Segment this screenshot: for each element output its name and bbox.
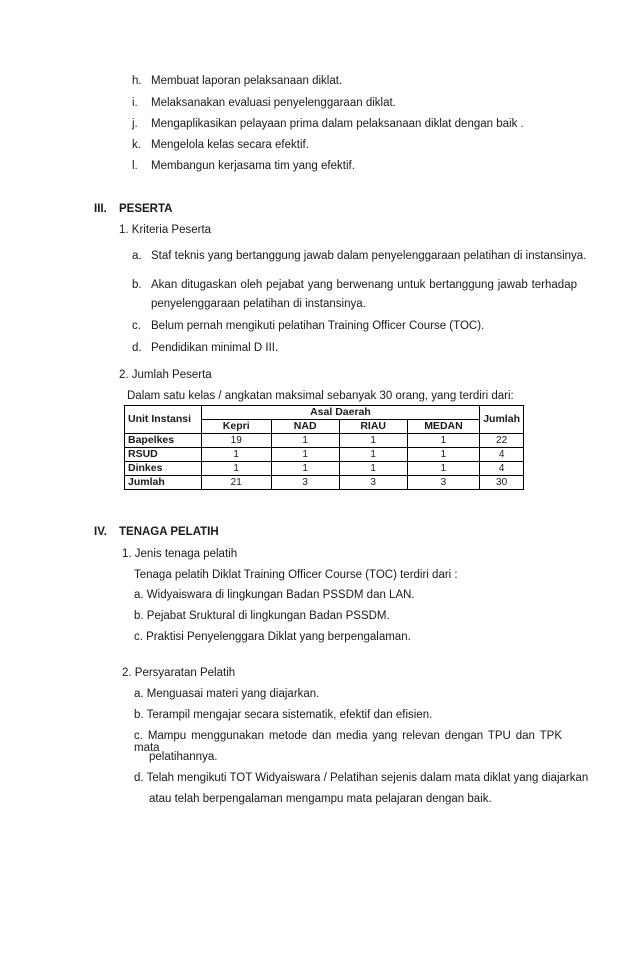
table-cell: 1 [201,462,271,476]
section-number: III. [94,203,107,215]
table-cell: 1 [201,448,271,462]
column-header-region: RIAU [339,420,407,434]
table-cell: 19 [201,434,271,448]
list-text: Membangun kerjasama tim yang efektif. [151,160,355,172]
row-total: 22 [480,434,524,448]
subsection-heading: 2. Jumlah Peserta [119,369,212,381]
list-text: Pendidikan minimal D III. [151,342,279,354]
list-marker: j. [132,118,138,130]
table-row [125,448,524,462]
subsection-heading: 1. Kriteria Peserta [119,224,212,236]
table-cell: 1 [339,448,407,462]
table-row [125,434,524,448]
subsection-heading: 2. Persyaratan Pelatih [122,667,236,679]
subsection-heading: 1. Jenis tenaga pelatih [122,548,238,560]
column-header-total: Jumlah [480,406,524,434]
list-text: Staf teknis yang bertanggung jawab dalam penyelenggaraan pelatihan di instansinya. [151,250,587,262]
list-marker: b. [132,279,142,291]
table-cell: 3 [339,476,407,490]
list-text: Melaksanakan evaluasi penyelenggaraan diklat. [151,97,396,109]
table-cell: 3 [271,476,339,490]
table-row [125,462,524,476]
column-header-region: MEDAN [407,420,480,434]
list-item: d. Telah mengikuti TOT Widyaiswara / Pelatihan sejenis dalam mata diklat yang diajarkan [134,772,589,784]
table-cell: 21 [201,476,271,490]
subsection-intro: Tenaga pelatih Diklat Training Officer Course (TOC) terdiri dari : [134,569,458,581]
row-total: 4 [480,448,524,462]
table-intro: Dalam satu kelas / angkatan maksimal sebanyak 30 orang, yang terdiri dari: [127,390,514,402]
section-number: IV. [94,526,108,538]
list-item: b. Pejabat Sruktural di lingkungan Badan PSSDM. [134,610,390,622]
list-text: Mengaplikasikan pelayaan prima dalam pelaksanaan diklat dengan baik . [151,118,524,130]
list-item-continuation: atau telah berpengalaman mengampu mata pelajaran dengan baik. [149,793,492,805]
list-text: Membuat laporan pelaksanaan diklat. [151,75,343,87]
list-item: b. Terampil mengajar secara sistematik, efektif dan efisien. [134,709,433,721]
list-marker: h. [132,75,142,87]
list-item-continuation: pelatihannya. [149,751,218,763]
table-header-row [125,406,524,420]
participants-table [124,405,524,490]
column-header-group: Asal Daerah [201,406,480,420]
list-text: Akan ditugaskan oleh pejabat yang berwenang untuk bertanggung jawab terhadap [151,279,577,291]
table-cell: 3 [407,476,480,490]
list-marker: a. [132,250,142,262]
table-cell: 1 [271,448,339,462]
table-cell: 1 [271,462,339,476]
list-text: Belum pernah mengikuti pelatihan Training Officer Course (TOC). [151,320,485,332]
list-item: a. Widyaiswara di lingkungan Badan PSSDM dan LAN. [134,589,415,601]
table-cell: 1 [407,434,480,448]
list-item: a. Menguasai materi yang diajarkan. [134,688,320,700]
table-cell: 1 [407,462,480,476]
list-marker: l. [132,160,138,172]
list-marker: k. [132,139,141,151]
list-marker: i. [132,97,138,109]
row-label: Jumlah [125,476,202,490]
list-marker: d. [132,342,142,354]
row-total: 4 [480,462,524,476]
list-item: c. Mampu menggunakan metode dan media yang relevan dengan TPU dan TPK mata [134,730,562,754]
row-label: Dinkes [125,462,202,476]
list-text-continuation: penyelenggaraan pelatihan di instansinya. [151,298,366,310]
table-cell: 1 [339,434,407,448]
list-text: Mengelola kelas secara efektif. [151,139,309,151]
table-row [125,476,524,490]
row-label: Bapelkes [125,434,202,448]
table-cell: 1 [407,448,480,462]
column-header-region: Kepri [201,420,271,434]
section-title: TENAGA PELATIH [119,526,219,538]
row-label: RSUD [125,448,202,462]
column-header-region: NAD [271,420,339,434]
column-header-unit: Unit Instansi [125,406,202,434]
list-marker: c. [132,320,141,332]
table-cell: 1 [271,434,339,448]
list-item: c. Praktisi Penyelenggara Diklat yang berpengalaman. [134,631,411,643]
row-total: 30 [480,476,524,490]
section-title: PESERTA [119,203,173,215]
table-cell: 1 [339,462,407,476]
